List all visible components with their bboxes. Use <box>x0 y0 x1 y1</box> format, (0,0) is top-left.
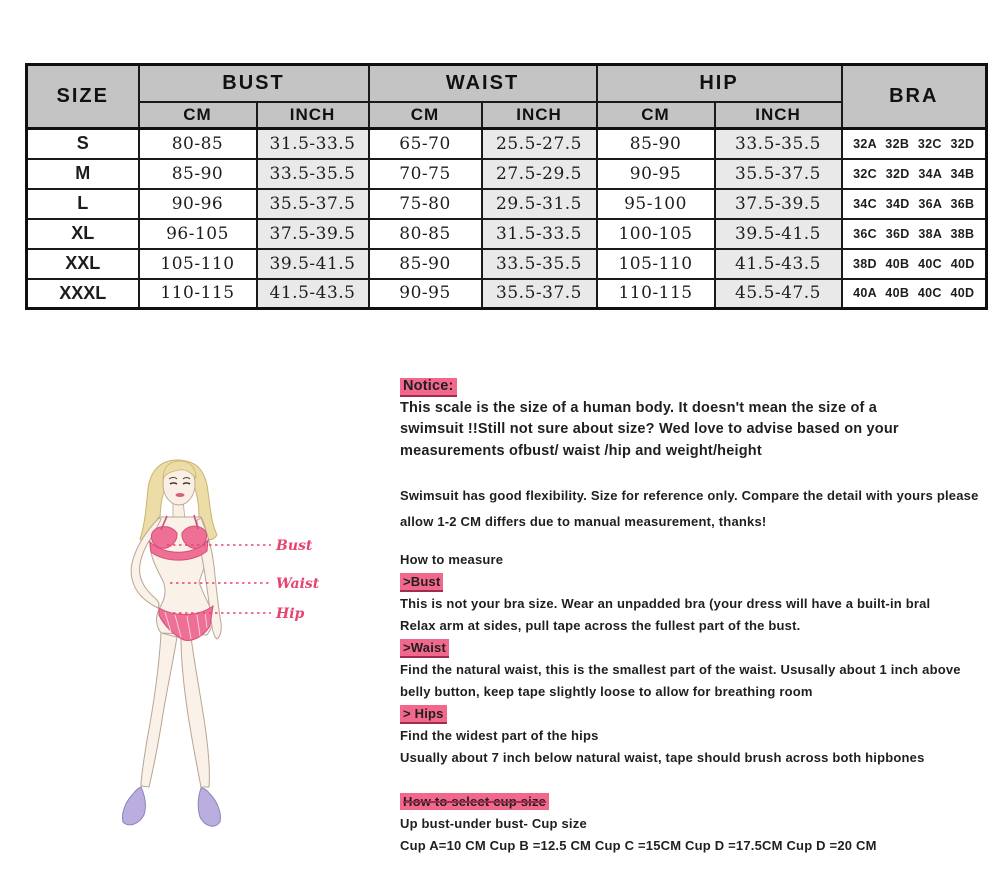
hips-measure-line: Usually about 7 inch below natural waist, tape should brush across both hipbones <box>400 750 925 765</box>
cell-hip-cm: 100-105 <box>597 219 715 249</box>
flex-line: Swimsuit has good flexibility. Size for reference only. Compare the detail with yours please <box>400 488 979 503</box>
cell-size: L <box>27 189 139 219</box>
cell-bust-cm: 105-110 <box>139 249 257 279</box>
table-row <box>27 279 987 309</box>
cell-hip-inch: 35.5-37.5 <box>715 159 842 189</box>
cell-waist-inch: 35.5-37.5 <box>482 279 597 309</box>
figure-illustration <box>95 440 435 880</box>
table-row <box>27 249 987 279</box>
flexibility-note <box>400 483 990 534</box>
cell-bust-inch: 33.5-35.5 <box>257 159 369 189</box>
header-waist-inch: INCH <box>482 102 597 129</box>
cell-hip-cm: 90-95 <box>597 159 715 189</box>
cell-bust-cm: 110-115 <box>139 279 257 309</box>
cell-bra: 38D 40B 40C 40D <box>842 249 987 279</box>
cell-waist-cm: 85-90 <box>369 249 482 279</box>
cell-bust-cm: 85-90 <box>139 159 257 189</box>
bust-measure-line: Relax arm at sides, pull tape across the fullest part of the bust. <box>400 618 801 633</box>
how-to-measure-section <box>400 549 990 769</box>
hips-measure-line: Find the widest part of the hips <box>400 728 599 743</box>
cell-waist-cm: 70-75 <box>369 159 482 189</box>
cell-waist-cm: 65-70 <box>369 129 482 159</box>
header-bust-inch: INCH <box>257 102 369 129</box>
header-bust-cm: CM <box>139 102 257 129</box>
notice-line: This scale is the size of a human body. It doesn't mean the size of a <box>400 399 878 416</box>
cell-hip-cm: 105-110 <box>597 249 715 279</box>
cup-size-section <box>400 791 990 857</box>
header-waist-cm: CM <box>369 102 482 129</box>
bust-measure-label: >Bust <box>400 573 443 592</box>
cell-hip-inch: 39.5-41.5 <box>715 219 842 249</box>
table-row <box>27 129 987 159</box>
table-row <box>27 219 987 249</box>
cell-hip-inch: 33.5-35.5 <box>715 129 842 159</box>
cell-bust-inch: 39.5-41.5 <box>257 249 369 279</box>
cell-bust-cm: 96-105 <box>139 219 257 249</box>
cell-bust-inch: 41.5-43.5 <box>257 279 369 309</box>
notice-section <box>400 376 990 462</box>
cell-bust-inch: 37.5-39.5 <box>257 219 369 249</box>
size-table-header <box>27 65 987 129</box>
cell-bra: 36C 36D 38A 38B <box>842 219 987 249</box>
cell-hip-inch: 41.5-43.5 <box>715 249 842 279</box>
notice-line: measurements ofbust/ waist /hip and weight/height <box>400 442 762 459</box>
header-hip: HIP <box>597 65 842 103</box>
cell-hip-cm: 95-100 <box>597 189 715 219</box>
table-row <box>27 189 987 219</box>
waist-measure-line: Find the natural waist, this is the smallest part of the waist. Ususally about 1 inch above <box>400 662 961 677</box>
cell-size: XXL <box>27 249 139 279</box>
header-hip-inch: INCH <box>715 102 842 129</box>
waist-label: Waist <box>276 576 320 592</box>
size-table-body <box>27 129 987 309</box>
cell-hip-inch: 45.5-47.5 <box>715 279 842 309</box>
cell-bra: 32A 32B 32C 32D <box>842 129 987 159</box>
notice-line: swimsuit !!Still not sure about size? Wed love to advise based on your <box>400 421 899 437</box>
cell-bust-cm: 90-96 <box>139 189 257 219</box>
bust-measure-line: This is not your bra size. Wear an unpadded bra (your dress will have a built-in bral <box>400 596 931 611</box>
cell-size: XL <box>27 219 139 249</box>
hips-measure-label: > Hips <box>400 705 447 724</box>
cell-hip-cm: 85-90 <box>597 129 715 159</box>
cell-bust-cm: 80-85 <box>139 129 257 159</box>
measure-title: How to measure <box>400 552 504 567</box>
bust-label: Bust <box>276 538 313 554</box>
cell-bust-inch: 35.5-37.5 <box>257 189 369 219</box>
cell-waist-inch: 29.5-31.5 <box>482 189 597 219</box>
measurement-figure <box>95 440 435 880</box>
cup-size-line: Cup A=10 CM Cup B =12.5 CM Cup C =15CM Cup D =17.5CM Cup D =20 CM <box>400 838 877 853</box>
cell-waist-inch: 27.5-29.5 <box>482 159 597 189</box>
header-bust: BUST <box>139 65 369 103</box>
flex-line: allow 1-2 CM differs due to manual measurement, thanks! <box>400 513 767 529</box>
shoe-right <box>198 788 220 826</box>
cell-waist-inch: 25.5-27.5 <box>482 129 597 159</box>
hip-label: Hip <box>276 606 305 622</box>
cell-bra: 34C 34D 36A 36B <box>842 189 987 219</box>
leg-right <box>181 637 209 787</box>
notice-heading: Notice: <box>400 378 457 397</box>
lips <box>176 493 185 497</box>
header-size: SIZE <box>27 65 139 129</box>
leg-left <box>141 633 177 787</box>
cell-bra: 32C 32D 34A 34B <box>842 159 987 189</box>
figure-woman <box>122 460 221 826</box>
cell-waist-cm: 80-85 <box>369 219 482 249</box>
cell-size: XXXL <box>27 279 139 309</box>
cell-waist-cm: 75-80 <box>369 189 482 219</box>
cup-size-line: Up bust-under bust- Cup size <box>400 816 587 831</box>
header-bra: BRA <box>842 65 987 129</box>
waist-measure-line: belly button, keep tape slightly loose to allow for breathing room <box>400 684 813 699</box>
cell-waist-cm: 90-95 <box>369 279 482 309</box>
shoe-left <box>122 787 145 825</box>
cell-size: S <box>27 129 139 159</box>
cell-bust-inch: 31.5-33.5 <box>257 129 369 159</box>
waist-measure-label: >Waist <box>400 639 449 658</box>
cell-size: M <box>27 159 139 189</box>
cell-waist-inch: 33.5-35.5 <box>482 249 597 279</box>
header-hip-cm: CM <box>597 102 715 129</box>
cell-bra: 40A 40B 40C 40D <box>842 279 987 309</box>
cell-hip-cm: 110-115 <box>597 279 715 309</box>
cell-hip-inch: 37.5-39.5 <box>715 189 842 219</box>
table-row <box>27 159 987 189</box>
header-waist: WAIST <box>369 65 597 103</box>
size-table <box>25 63 988 310</box>
cup-size-title: How to select cup size <box>400 793 549 810</box>
cell-waist-inch: 31.5-33.5 <box>482 219 597 249</box>
